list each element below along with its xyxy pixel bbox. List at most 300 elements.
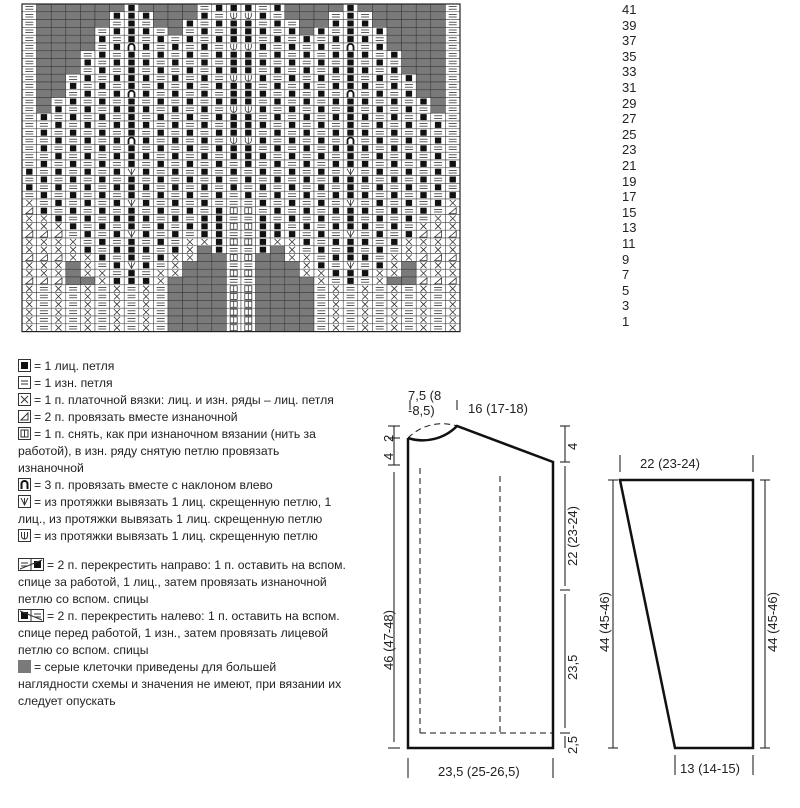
- chart-cell-purl-stitch: [285, 129, 300, 137]
- chart-cell-purl-stitch: [372, 113, 387, 121]
- chart-cell-knit-stitch: [110, 246, 125, 254]
- chart-cell-knit-stitch: [241, 51, 256, 59]
- chart-cell-gray-cell: [431, 66, 446, 74]
- chart-cell-purl-stitch: [197, 35, 212, 43]
- chart-cell-purl-stitch: [66, 90, 81, 98]
- chart-cell-knit-stitch: [343, 207, 358, 215]
- chart-cell-gray-cell: [270, 277, 285, 285]
- chart-cell-gray-cell: [51, 43, 66, 51]
- chart-cell-knit-stitch: [343, 74, 358, 82]
- chart-cell-knit-stitch: [124, 51, 139, 59]
- chart-cell-garter-stitch: [51, 316, 66, 324]
- chart-cell-knit-stitch: [110, 183, 125, 191]
- chart-cell-purl-stitch: [402, 160, 417, 168]
- chart-cell-knit-stitch: [416, 144, 431, 152]
- chart-cell-knit-stitch: [285, 74, 300, 82]
- chart-cell-knit-stitch: [241, 113, 256, 121]
- legend-item-3tog: [18, 477, 348, 494]
- legend-text: = 2 п. провязать вместе изнаночной: [34, 410, 238, 424]
- increase-1-icon: [18, 529, 31, 542]
- symbol-legend: [18, 358, 348, 710]
- chart-cell-garter-stitch: [445, 269, 460, 277]
- chart-cell-purl-stitch: [139, 66, 154, 74]
- chart-cell-knit-stitch: [51, 215, 66, 223]
- chart-cell-knit-stitch: [299, 238, 314, 246]
- chart-cell-garter-stitch: [358, 285, 373, 293]
- chart-cell-purl-stitch: [241, 183, 256, 191]
- chart-cell-3-together-left-leaning: [343, 137, 358, 145]
- chart-cell-purl-stitch: [80, 129, 95, 137]
- chart-cell-purl-stitch: [197, 20, 212, 28]
- chart-cell-knit-stitch: [153, 35, 168, 43]
- chart-cell-purl-stitch: [285, 82, 300, 90]
- chart-cell-purl-stitch: [183, 121, 198, 129]
- chart-cell-purl-stitch: [95, 152, 110, 160]
- chart-cell-knit-stitch: [168, 74, 183, 82]
- chart-cell-garter-stitch: [445, 293, 460, 301]
- chart-cell-garter-stitch: [387, 285, 402, 293]
- chart-cell-knit-stitch: [153, 176, 168, 184]
- garment-schematics: [360, 380, 800, 808]
- chart-cell-knit-stitch: [22, 183, 37, 191]
- chart-cell-purl-stitch: [358, 43, 373, 51]
- chart-cell-knit-stitch: [343, 82, 358, 90]
- chart-cell-garter-stitch: [416, 316, 431, 324]
- chart-cell-purl-stitch: [212, 74, 227, 82]
- chart-cell-purl-stitch: [95, 74, 110, 82]
- chart-cell-purl-stitch: [110, 66, 125, 74]
- chart-cell-garter-stitch: [22, 199, 37, 207]
- chart-cell-slip-stitch: [241, 254, 256, 262]
- chart-cell-knit-stitch: [270, 222, 285, 230]
- chart-cell-purl-stitch: [226, 199, 241, 207]
- chart-cell-gray-cell: [66, 4, 81, 12]
- chart-cell-purl-stitch: [358, 105, 373, 113]
- chart-cell-gray-cell: [285, 316, 300, 324]
- chart-cell-purl-stitch: [153, 316, 168, 324]
- chart-cell-gray-cell: [37, 43, 52, 51]
- chart-cell-purl-stitch: [212, 59, 227, 67]
- chart-cell-purl-stitch: [314, 254, 329, 262]
- chart-cell-purl-stitch: [358, 246, 373, 254]
- chart-cell-knit-stitch: [387, 82, 402, 90]
- chart-cell-gray-cell: [37, 20, 52, 28]
- chart-cell-knit-stitch: [285, 230, 300, 238]
- chart-cell-knit-stitch: [314, 168, 329, 176]
- chart-cell-gray-cell: [416, 4, 431, 12]
- chart-cell-purl-stitch: [299, 183, 314, 191]
- chart-cell-knit-stitch: [402, 105, 417, 113]
- chart-cell-gray-cell: [402, 27, 417, 35]
- chart-cell-knit-stitch: [256, 121, 271, 129]
- chart-cell-increase-3-from-strand: [343, 168, 358, 176]
- chart-cell-garter-stitch: [285, 254, 300, 262]
- chart-cell-garter-stitch: [431, 222, 446, 230]
- chart-cell-knit-stitch: [66, 176, 81, 184]
- chart-cell-knit-stitch: [110, 59, 125, 67]
- chart-cell-knit-stitch: [212, 144, 227, 152]
- chart-cell-knit-stitch: [183, 144, 198, 152]
- chart-cell-gray-cell: [299, 27, 314, 35]
- chart-cell-knit-stitch: [416, 160, 431, 168]
- chart-cell-purl-stitch: [358, 199, 373, 207]
- chart-cell-purl-stitch: [51, 98, 66, 106]
- chart-cell-knit-stitch: [226, 113, 241, 121]
- chart-cell-purl-stitch: [197, 82, 212, 90]
- chart-cell-garter-stitch: [168, 269, 183, 277]
- chart-cell-purl-stitch: [183, 105, 198, 113]
- chart-cell-slip-stitch: [241, 293, 256, 301]
- chart-cell-knit-stitch: [372, 90, 387, 98]
- chart-cell-purl-stitch: [431, 144, 446, 152]
- chart-cell-garter-stitch: [445, 308, 460, 316]
- chart-cell-purl-stitch: [343, 324, 358, 332]
- chart-cell-purl-stitch: [314, 113, 329, 121]
- chart-cell-knit-stitch: [256, 12, 271, 20]
- chart-cell-gray-cell: [256, 308, 271, 316]
- chart-cell-purl-stitch: [110, 238, 125, 246]
- chart-cell-purl-stitch: [387, 230, 402, 238]
- chart-cell-knit-stitch: [372, 59, 387, 67]
- chart-cell-knit-stitch: [270, 207, 285, 215]
- chart-cell-gray-cell: [80, 35, 95, 43]
- chart-cell-increase-1-twisted: [241, 137, 256, 145]
- chart-cell-purl-stitch: [431, 113, 446, 121]
- chart-cell-purl-stitch: [197, 98, 212, 106]
- chart-cell-purl-stitch: [22, 59, 37, 67]
- chart-cell-knit-stitch: [256, 137, 271, 145]
- chart-cell-garter-stitch: [445, 199, 460, 207]
- chart-cell-purl-stitch: [241, 199, 256, 207]
- chart-cell-knit-stitch: [51, 121, 66, 129]
- chart-cell-knit-stitch: [124, 222, 139, 230]
- chart-cell-purl-stitch: [139, 238, 154, 246]
- row-number: 7: [622, 267, 630, 283]
- chart-cell-purl-stitch: [168, 207, 183, 215]
- chart-cell-gray-cell: [402, 269, 417, 277]
- row-number: 11: [622, 236, 636, 251]
- chart-cell-knit-stitch: [183, 82, 198, 90]
- chart-cell-garter-stitch: [51, 222, 66, 230]
- chart-cell-garter-stitch: [110, 300, 125, 308]
- chart-cell-knit-stitch: [212, 98, 227, 106]
- chart-cell-purl-stitch: [402, 300, 417, 308]
- chart-cell-gray-cell: [51, 66, 66, 74]
- chart-cell-purl-stitch: [95, 168, 110, 176]
- chart-cell-purl-stitch: [445, 82, 460, 90]
- legend-item-cross-left: [18, 608, 348, 659]
- chart-cell-purl-stitch: [37, 293, 52, 301]
- chart-cell-garter-stitch: [66, 246, 81, 254]
- chart-cell-knit-stitch: [314, 215, 329, 223]
- chart-cell-purl-stitch: [22, 27, 37, 35]
- chart-cell-purl-stitch: [445, 183, 460, 191]
- chart-cell-slip-stitch: [226, 293, 241, 301]
- chart-cell-knit-stitch: [226, 66, 241, 74]
- chart-cell-purl-stitch: [153, 324, 168, 332]
- chart-cell-purl-stitch: [358, 152, 373, 160]
- chart-cell-knit-stitch: [343, 66, 358, 74]
- chart-cell-knit-stitch: [358, 238, 373, 246]
- chart-cell-knit-stitch: [387, 160, 402, 168]
- chart-cell-purl-stitch: [153, 121, 168, 129]
- chart-cell-knit-stitch: [270, 113, 285, 121]
- chart-cell-knit-stitch: [153, 238, 168, 246]
- chart-cell-knit-stitch: [270, 66, 285, 74]
- chart-cell-knit-stitch: [124, 207, 139, 215]
- chart-cell-purl-stitch: [416, 105, 431, 113]
- chart-cell-knit-stitch: [343, 269, 358, 277]
- chart-cell-purl-stitch: [285, 20, 300, 28]
- chart-cell-gray-cell: [285, 4, 300, 12]
- chart-cell-purl-stitch: [66, 285, 81, 293]
- chart-cell-purl-stitch: [212, 90, 227, 98]
- chart-cell-purl-stitch: [270, 121, 285, 129]
- chart-cell-garter-stitch: [445, 324, 460, 332]
- chart-cell-purl-stitch: [416, 168, 431, 176]
- chart-cell-garter-stitch: [22, 222, 37, 230]
- sleeve-bottom-width-label: 13 (14-15): [680, 761, 740, 776]
- chart-cell-knit-stitch: [168, 215, 183, 223]
- chart-cell-knit-stitch: [387, 144, 402, 152]
- chart-cell-purl-stitch: [270, 168, 285, 176]
- chart-cell-knit-stitch: [139, 277, 154, 285]
- chart-cell-k2tog-purl: [22, 254, 37, 262]
- chart-cell-knit-stitch: [329, 207, 344, 215]
- chart-cell-knit-stitch: [256, 199, 271, 207]
- chart-cell-knit-stitch: [95, 222, 110, 230]
- chart-cell-purl-stitch: [22, 121, 37, 129]
- chart-cell-gray-cell: [299, 277, 314, 285]
- chart-cell-purl-stitch: [110, 254, 125, 262]
- chart-cell-knit-stitch: [139, 183, 154, 191]
- chart-cell-gray-cell: [212, 293, 227, 301]
- chart-cell-knit-stitch: [256, 230, 271, 238]
- chart-cell-knit-stitch: [270, 230, 285, 238]
- chart-cell-gray-cell: [402, 35, 417, 43]
- chart-cell-k2tog-purl: [51, 277, 66, 285]
- chart-cell-purl-stitch: [153, 285, 168, 293]
- chart-cell-purl-stitch: [372, 82, 387, 90]
- chart-cell-purl-stitch: [445, 144, 460, 152]
- chart-cell-purl-stitch: [343, 293, 358, 301]
- chart-cell-knit-stitch: [343, 144, 358, 152]
- chart-cell-knit-stitch: [445, 176, 460, 184]
- chart-cell-gray-cell: [66, 66, 81, 74]
- chart-cell-knit-stitch: [124, 254, 139, 262]
- knitting-chart: [0, 0, 800, 345]
- sleeve-top-width-label: 22 (23-24): [640, 456, 700, 471]
- chart-cell-gray-cell: [431, 12, 446, 20]
- chart-cell-purl-stitch: [22, 98, 37, 106]
- chart-cell-purl-stitch: [95, 324, 110, 332]
- chart-cell-knit-stitch: [212, 207, 227, 215]
- chart-cell-knit-stitch: [314, 230, 329, 238]
- chart-cell-knit-stitch: [372, 121, 387, 129]
- chart-cell-purl-stitch: [66, 152, 81, 160]
- chart-cell-purl-stitch: [314, 176, 329, 184]
- chart-cell-garter-stitch: [387, 269, 402, 277]
- chart-cell-knit-stitch: [110, 27, 125, 35]
- chart-cell-knit-stitch: [110, 152, 125, 160]
- chart-cell-increase-1-twisted: [226, 74, 241, 82]
- chart-cell-gray-cell: [183, 277, 198, 285]
- chart-cell-gray-cell: [416, 35, 431, 43]
- chart-cell-purl-stitch: [372, 66, 387, 74]
- chart-cell-purl-stitch: [153, 105, 168, 113]
- chart-cell-garter-stitch: [37, 246, 52, 254]
- chart-cell-purl-stitch: [110, 269, 125, 277]
- chart-cell-purl-stitch: [402, 98, 417, 106]
- chart-cell-purl-stitch: [197, 4, 212, 12]
- chart-cell-gray-cell: [168, 12, 183, 20]
- chart-cell-purl-stitch: [358, 230, 373, 238]
- chart-cell-purl-stitch: [445, 98, 460, 106]
- chart-cell-purl-stitch: [66, 215, 81, 223]
- chart-cell-purl-stitch: [431, 160, 446, 168]
- chart-cell-k2tog-purl: [445, 277, 460, 285]
- chart-cell-purl-stitch: [95, 59, 110, 67]
- chart-cell-purl-stitch: [124, 293, 139, 301]
- chart-cell-purl-stitch: [22, 191, 37, 199]
- chart-cell-increase-3-from-strand: [124, 199, 139, 207]
- chart-cell-increase-1-twisted: [226, 137, 241, 145]
- chart-cell-gray-cell: [183, 308, 198, 316]
- chart-cell-knit-stitch: [37, 113, 52, 121]
- chart-cell-garter-stitch: [416, 300, 431, 308]
- chart-cell-purl-stitch: [329, 183, 344, 191]
- chart-cell-slip-stitch: [226, 300, 241, 308]
- chart-cell-gray-cell: [387, 35, 402, 43]
- chart-cell-garter-stitch: [431, 269, 446, 277]
- chart-cell-increase-1-twisted: [226, 43, 241, 51]
- chart-cell-knit-stitch: [124, 113, 139, 121]
- chart-cell-knit-stitch: [153, 207, 168, 215]
- chart-cell-gray-cell: [285, 269, 300, 277]
- chart-cell-purl-stitch: [22, 12, 37, 20]
- chart-cell-knit-stitch: [80, 152, 95, 160]
- chart-cell-purl-stitch: [299, 74, 314, 82]
- chart-cell-garter-stitch: [416, 285, 431, 293]
- chart-cell-knit-stitch: [343, 183, 358, 191]
- chart-cell-knit-stitch: [95, 176, 110, 184]
- chart-cell-knit-stitch: [124, 98, 139, 106]
- chart-cell-knit-stitch: [314, 246, 329, 254]
- chart-cell-knit-stitch: [66, 113, 81, 121]
- chart-cell-knit-stitch: [124, 191, 139, 199]
- chart-cell-knit-stitch: [139, 105, 154, 113]
- chart-cell-purl-stitch: [241, 168, 256, 176]
- chart-cell-purl-stitch: [358, 168, 373, 176]
- chart-cell-purl-stitch: [445, 129, 460, 137]
- chart-cell-purl-stitch: [285, 207, 300, 215]
- row-number: 33: [622, 64, 637, 80]
- chart-cell-gray-cell: [431, 82, 446, 90]
- chart-cell-purl-stitch: [285, 35, 300, 43]
- chart-cell-knit-stitch: [168, 183, 183, 191]
- legend-item-garter: [18, 392, 348, 409]
- chart-cell-purl-stitch: [124, 316, 139, 324]
- chart-cell-knit-stitch: [358, 82, 373, 90]
- chart-cell-knit-stitch: [402, 199, 417, 207]
- chart-cell-garter-stitch: [285, 246, 300, 254]
- chart-cell-garter-stitch: [270, 238, 285, 246]
- chart-cell-knit-stitch: [212, 176, 227, 184]
- chart-cell-gray-cell: [37, 66, 52, 74]
- chart-cell-k2tog-purl: [445, 207, 460, 215]
- row-number: 19: [622, 173, 637, 189]
- chart-cell-garter-stitch: [431, 246, 446, 254]
- chart-cell-purl-stitch: [387, 168, 402, 176]
- legend-item-gray: [18, 659, 348, 710]
- chart-cell-garter-stitch: [139, 324, 154, 332]
- chart-cell-gray-cell: [197, 261, 212, 269]
- total-length-label: 46 (47-48): [381, 610, 396, 670]
- chart-cell-k2tog-purl: [416, 254, 431, 262]
- chart-cell-purl-stitch: [372, 238, 387, 246]
- chart-cell-garter-stitch: [37, 222, 52, 230]
- chart-cell-garter-stitch: [329, 308, 344, 316]
- chart-cell-garter-stitch: [402, 246, 417, 254]
- chart-cell-knit-stitch: [343, 98, 358, 106]
- chart-cell-gray-cell: [37, 27, 52, 35]
- chart-cell-gray-cell: [66, 261, 81, 269]
- chart-cell-increase-3-from-strand: [124, 168, 139, 176]
- legend-item-purl: [18, 375, 348, 392]
- chart-cell-purl-stitch: [139, 51, 154, 59]
- chart-cell-garter-stitch: [139, 285, 154, 293]
- chart-cell-purl-stitch: [139, 160, 154, 168]
- chart-cell-gray-cell: [95, 20, 110, 28]
- chart-cell-knit-stitch: [299, 113, 314, 121]
- chart-cell-gray-cell: [183, 316, 198, 324]
- chart-cell-knit-stitch: [358, 98, 373, 106]
- chart-cell-purl-stitch: [139, 207, 154, 215]
- chart-cell-gray-cell: [402, 277, 417, 285]
- chart-cell-knit-stitch: [285, 152, 300, 160]
- chart-cell-increase-3-from-strand: [343, 230, 358, 238]
- chart-cell-gray-cell: [37, 98, 52, 106]
- chart-cell-purl-stitch: [372, 160, 387, 168]
- chart-cell-purl-stitch: [197, 129, 212, 137]
- chart-cell-garter-stitch: [22, 324, 37, 332]
- chart-cell-garter-stitch: [299, 254, 314, 262]
- chart-cell-knit-stitch: [226, 183, 241, 191]
- chart-cell-slip-stitch: [226, 324, 241, 332]
- chart-cell-purl-stitch: [226, 215, 241, 223]
- chart-cell-purl-stitch: [22, 144, 37, 152]
- chart-cell-gray-cell: [299, 20, 314, 28]
- chart-cell-knit-stitch: [329, 129, 344, 137]
- chart-cell-knit-stitch: [95, 207, 110, 215]
- chart-cell-purl-stitch: [153, 215, 168, 223]
- chart-cell-knit-stitch: [197, 137, 212, 145]
- chart-cell-gray-cell: [387, 27, 402, 35]
- chart-cell-knit-stitch: [124, 35, 139, 43]
- chart-cell-gray-cell: [168, 300, 183, 308]
- chart-cell-knit-stitch: [226, 152, 241, 160]
- chart-cell-purl-stitch: [168, 98, 183, 106]
- chart-cell-purl-stitch: [110, 129, 125, 137]
- chart-cell-purl-stitch: [183, 168, 198, 176]
- chart-cell-knit-stitch: [358, 160, 373, 168]
- chart-cell-garter-stitch: [80, 316, 95, 324]
- chart-cell-garter-stitch: [22, 246, 37, 254]
- chart-cell-garter-stitch: [139, 316, 154, 324]
- chart-cell-purl-stitch: [285, 176, 300, 184]
- chart-cell-garter-stitch: [445, 246, 460, 254]
- chart-cell-knit-stitch: [124, 4, 139, 12]
